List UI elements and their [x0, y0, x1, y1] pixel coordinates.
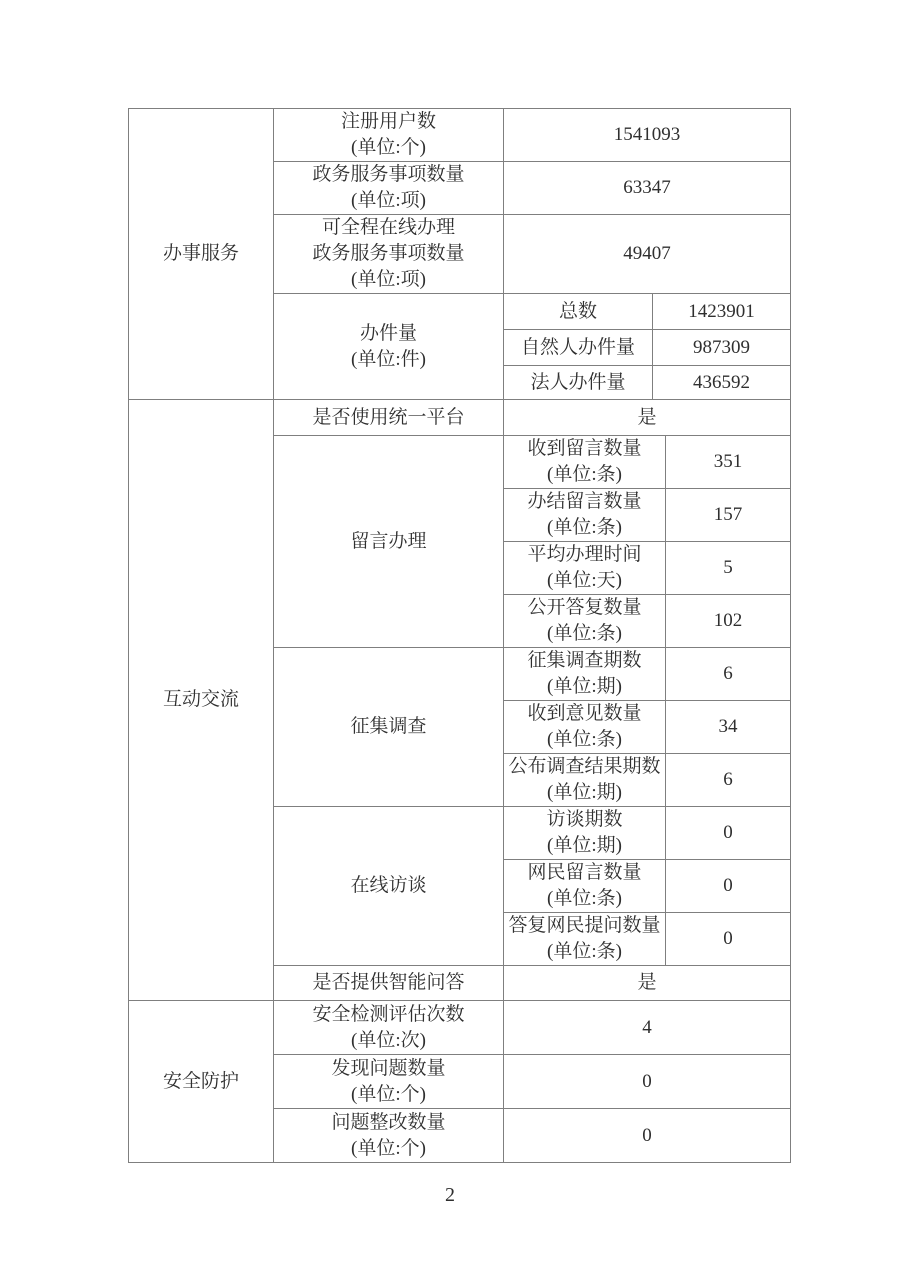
- assessments-label: 安全检测评估次数: [312, 1003, 465, 1025]
- category-services-cell: [129, 109, 274, 400]
- results-published-label: 公布调查结果期数: [508, 756, 661, 777]
- results-published-unit: (单位:期): [547, 782, 622, 803]
- handled-volume-unit: (单位:件): [351, 348, 426, 370]
- results-published-value: 6: [666, 754, 791, 807]
- netizen-messages-cell: [504, 860, 666, 913]
- category-interaction-label: 互动交流: [162, 689, 239, 710]
- survey-periods-cell: [504, 648, 666, 701]
- category-services-label: 办事服务: [162, 243, 239, 264]
- avg-handle-time-label: 平均办理时间: [527, 544, 642, 565]
- problems-fixed-value: 0: [504, 1109, 791, 1163]
- messages-received-value: 351: [666, 436, 791, 489]
- handled-natural-value: 987309: [653, 330, 791, 366]
- registered-users-unit: (单位:个): [351, 137, 426, 158]
- messages-received-cell: [504, 436, 666, 489]
- results-published-cell: [504, 754, 666, 807]
- interview-periods-cell: [504, 807, 666, 860]
- question-replies-label: 答复网民提问数量: [508, 915, 661, 936]
- online-items-cell: [274, 215, 504, 294]
- assessments-unit: (单位:次): [351, 1029, 426, 1051]
- problems-fixed-label: 问题整改数量: [331, 1111, 446, 1133]
- messages-received-label: 收到留言数量: [527, 438, 642, 459]
- assessments-value: 4: [504, 1001, 791, 1055]
- problems-fixed-cell: [274, 1109, 504, 1163]
- handled-legal-value: 436592: [653, 366, 791, 400]
- smart-qa-value: 是: [504, 966, 791, 1001]
- registered-users-label: 注册用户数: [340, 111, 436, 132]
- category-security-cell: [129, 1001, 274, 1163]
- smart-qa-label: 是否提供智能问答: [274, 966, 504, 1001]
- public-replies-unit: (单位:条): [547, 623, 622, 644]
- public-replies-label: 公开答复数量: [527, 597, 642, 618]
- service-items-label: 政务服务事项数量: [312, 164, 465, 185]
- service-items-value: 63347: [504, 162, 791, 215]
- messages-received-unit: (单位:条): [547, 464, 622, 485]
- interview-periods-unit: (单位:期): [547, 835, 622, 856]
- netizen-messages-value: 0: [666, 860, 791, 913]
- online-items-label1: 可全程在线办理: [321, 217, 455, 238]
- report-table: [128, 108, 791, 1163]
- registered-users-cell: [274, 109, 504, 162]
- problems-fixed-unit: (单位:个): [351, 1137, 426, 1159]
- survey-periods-value: 6: [666, 648, 791, 701]
- interview-periods-label: 访谈期数: [546, 809, 623, 830]
- handled-total-label: 总数: [504, 294, 653, 330]
- messages-completed-label: 办结留言数量: [527, 491, 642, 512]
- problems-found-value: 0: [504, 1055, 791, 1109]
- unified-platform-value: 是: [504, 400, 791, 436]
- survey-periods-label: 征集调查期数: [527, 650, 642, 671]
- online-items-unit: (单位:项): [351, 269, 426, 290]
- service-items-cell: [274, 162, 504, 215]
- message-handling-cell: 留言办理: [274, 436, 504, 648]
- question-replies-unit: (单位:条): [547, 941, 622, 962]
- survey-periods-unit: (单位:期): [547, 676, 622, 697]
- problems-found-label: 发现问题数量: [331, 1057, 446, 1079]
- netizen-messages-label: 网民留言数量: [527, 862, 642, 883]
- handled-volume-cell: [274, 294, 504, 400]
- messages-completed-cell: [504, 489, 666, 542]
- service-items-unit: (单位:项): [351, 190, 426, 211]
- problems-found-cell: [274, 1055, 504, 1109]
- netizen-messages-unit: (单位:条): [547, 888, 622, 909]
- interview-periods-value: 0: [666, 807, 791, 860]
- assessments-cell: [274, 1001, 504, 1055]
- messages-completed-value: 157: [666, 489, 791, 542]
- messages-completed-unit: (单位:条): [547, 517, 622, 538]
- opinions-received-label: 收到意见数量: [527, 703, 642, 724]
- online-interviews-cell: 在线访谈: [274, 807, 504, 966]
- question-replies-value: 0: [666, 913, 791, 966]
- online-items-label2: 政务服务事项数量: [312, 243, 465, 264]
- unified-platform-label: 是否使用统一平台: [274, 400, 504, 436]
- category-security-label: 安全防护: [162, 1070, 239, 1092]
- handled-total-value: 1423901: [653, 294, 791, 330]
- avg-handle-time-value: 5: [666, 542, 791, 595]
- opinions-received-value: 34: [666, 701, 791, 754]
- avg-handle-time-cell: [504, 542, 666, 595]
- category-interaction-cell: [129, 400, 274, 1001]
- handled-volume-label: 办件量: [359, 322, 417, 344]
- avg-handle-time-unit: (单位:天): [547, 570, 622, 591]
- handled-legal-label: 法人办件量: [504, 366, 653, 400]
- problems-found-unit: (单位:个): [351, 1083, 426, 1105]
- public-replies-cell: [504, 595, 666, 648]
- registered-users-value: 1541093: [504, 109, 791, 162]
- question-replies-cell: [504, 913, 666, 966]
- opinions-received-cell: [504, 701, 666, 754]
- page-number: 2: [445, 1184, 455, 1206]
- surveys-cell: 征集调查: [274, 648, 504, 807]
- online-items-value: 49407: [504, 215, 791, 294]
- handled-natural-label: 自然人办件量: [504, 330, 653, 366]
- opinions-received-unit: (单位:条): [547, 729, 622, 750]
- public-replies-value: 102: [666, 595, 791, 648]
